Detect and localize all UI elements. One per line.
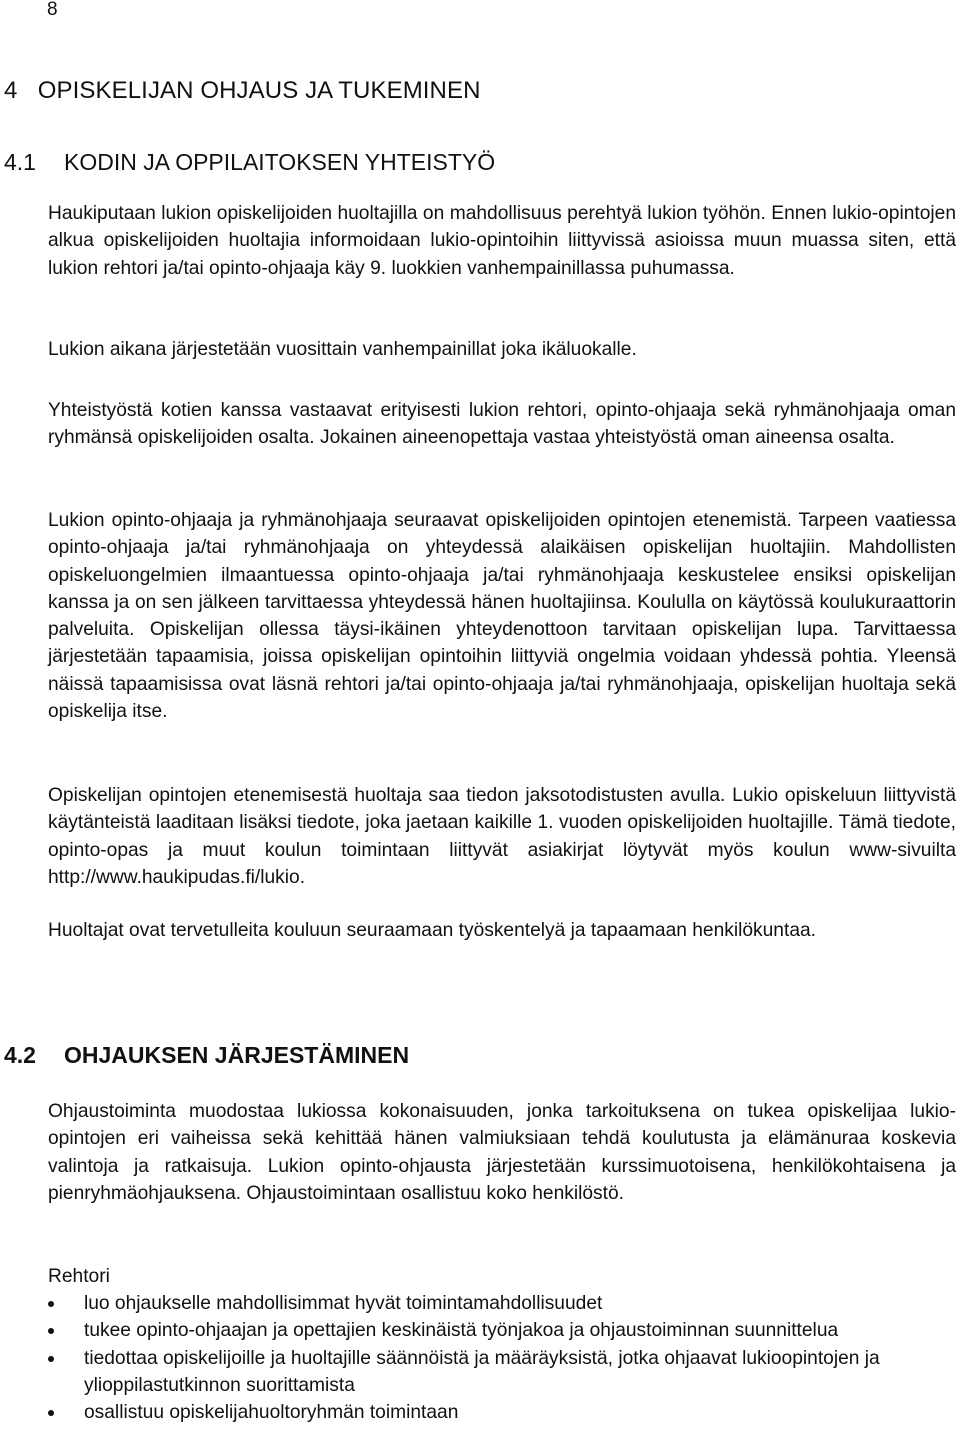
paragraph: Opiskelijan opintojen etenemisestä huoltaja saa tiedon jaksotodistusten avulla. Lukio opiskeluun liittyvistä käytänteistä laaditaan lisäksi tiedote, joka jaetaan kaikille 1. vuoden opiskelijoiden huoltajille. Tämä tiedote, opinto-opas ja muut koulun toimintaan liittyvät asiakirjat löytyvät myös koulun www-sivuilta http://www.haukipudas.fi/lukio. xyxy=(48,785,956,888)
list-item-text: tukee opinto-ohjaajan ja opettajien keskinäistä työnjakoa ja ohjaustoiminnan suunnittelua xyxy=(84,1320,839,1342)
list-item-text: tiedottaa opiskelijoille ja huoltajille säännöistä ja määräyksistä, jotka ohjaavat lukioopintojen ja ylioppilastutkinnon suorittamista xyxy=(84,1347,880,1396)
section-number: 4.2 xyxy=(4,1042,36,1068)
list-item xyxy=(48,1317,956,1344)
chapter-title: OPISKELIJAN OHJAUS JA TUKEMINEN xyxy=(37,77,481,104)
page-number: 8 xyxy=(47,0,58,20)
subheading-rehtori: Rehtori xyxy=(48,1266,110,1287)
paragraph: Lukion opinto-ohjaaja ja ryhmänohjaaja seuraavat opiskelijoiden opintojen etenemistä. Tarpeen vaatiessa opinto-ohjaaja ja/tai ryhmänohjaaja on yhteydessä alaikäisen opiskelijan huoltajiin. Mahdollisten opiskeluongelmien ilmaantuessa opinto-ohjaaja ja/tai ryhmänohjaaja keskustelee ensiksi opiskelijan kanssa ja on sen jälkeen tarvittaessa yhteydessä hänen huoltajiinsa. Koululla on käytössä koulukuraattorin palveluita. Opiskelijan ollessa täysi-ikäinen yhteydenottoon tarvitaan opiskelijan lupa. Tarvittaessa järjestetään tapaamisia, joissa opiskelijan opintoihin liittyviä ongelmia voidaan yhdessä pohtia. Yleensä näissä tapaamisissa ovat läsnä rehtori ja/tai opinto-ohjaaja ja/tai ryhmänohjaaja, opiskelijan huoltaja sekä opiskelija itse. xyxy=(48,510,956,723)
section-heading-4-1 xyxy=(4,147,495,177)
list-item xyxy=(48,1345,956,1400)
chapter-heading xyxy=(4,76,481,106)
paragraph: Haukiputaan lukion opiskelijoiden huoltajilla on mahdollisuus perehtyä lukion työhön. Ennen lukio-opintojen alkua opiskelijoiden huoltajia informoidaan lukio-opintoihin liittyvissä asioissa muun muassa siten, että lukion rehtori ja/tai opinto-ohjaaja käy 9. luokkien vanhempainillassa puhumassa. xyxy=(48,203,956,279)
section-heading-4-2 xyxy=(4,1040,409,1070)
paragraph: Lukion aikana järjestetään vuosittain vanhempainillat joka ikäluokalle. xyxy=(48,339,637,360)
bullet-icon xyxy=(48,1410,54,1416)
paragraph: Ohjaustoiminta muodostaa lukiossa kokonaisuuden, jonka tarkoituksena on tukea opiskelijaa lukio-opintojen eri vaiheissa sekä kehittää hänen valmiuksiaan tehdä koulutusta ja elämänuraa koskevia valintoja ja ratkaisuja. Lukion opinto-ohjausta järjestetään kurssimuotoisena, henkilökohtaisena ja pienryhmäohjauksena. Ohjaustoimintaan osallistuu koko henkilöstö. xyxy=(48,1101,956,1204)
rehtori-task-list xyxy=(48,1290,956,1426)
list-item xyxy=(48,1399,956,1426)
bullet-icon xyxy=(48,1356,54,1362)
bullet-icon xyxy=(48,1328,54,1334)
chapter-number: 4 xyxy=(4,77,18,104)
paragraph: Yhteistyöstä kotien kanssa vastaavat erityisesti lukion rehtori, opinto-ohjaaja sekä ryhmänohjaaja oman ryhmänsä opiskelijoiden osalta. Jokainen aineenopettaja vastaa yhteistyöstä oman aineensa osalta. xyxy=(48,400,956,449)
paragraph: Huoltajat ovat tervetulleita kouluun seuraamaan työskentelyä ja tapaamaan henkilökuntaa. xyxy=(48,920,816,941)
section-title: KODIN JA OPPILAITOKSEN YHTEISTYÖ xyxy=(64,149,496,175)
section-title: OHJAUKSEN JÄRJESTÄMINEN xyxy=(64,1042,410,1068)
list-item-text: osallistuu opiskelijahuoltoryhmän toimintaan xyxy=(84,1402,459,1424)
section-number: 4.1 xyxy=(4,149,36,175)
list-item-text: luo ohjaukselle mahdollisimmat hyvät toimintamahdollisuudet xyxy=(84,1293,603,1314)
list-item xyxy=(48,1290,956,1317)
bullet-icon xyxy=(48,1301,54,1307)
